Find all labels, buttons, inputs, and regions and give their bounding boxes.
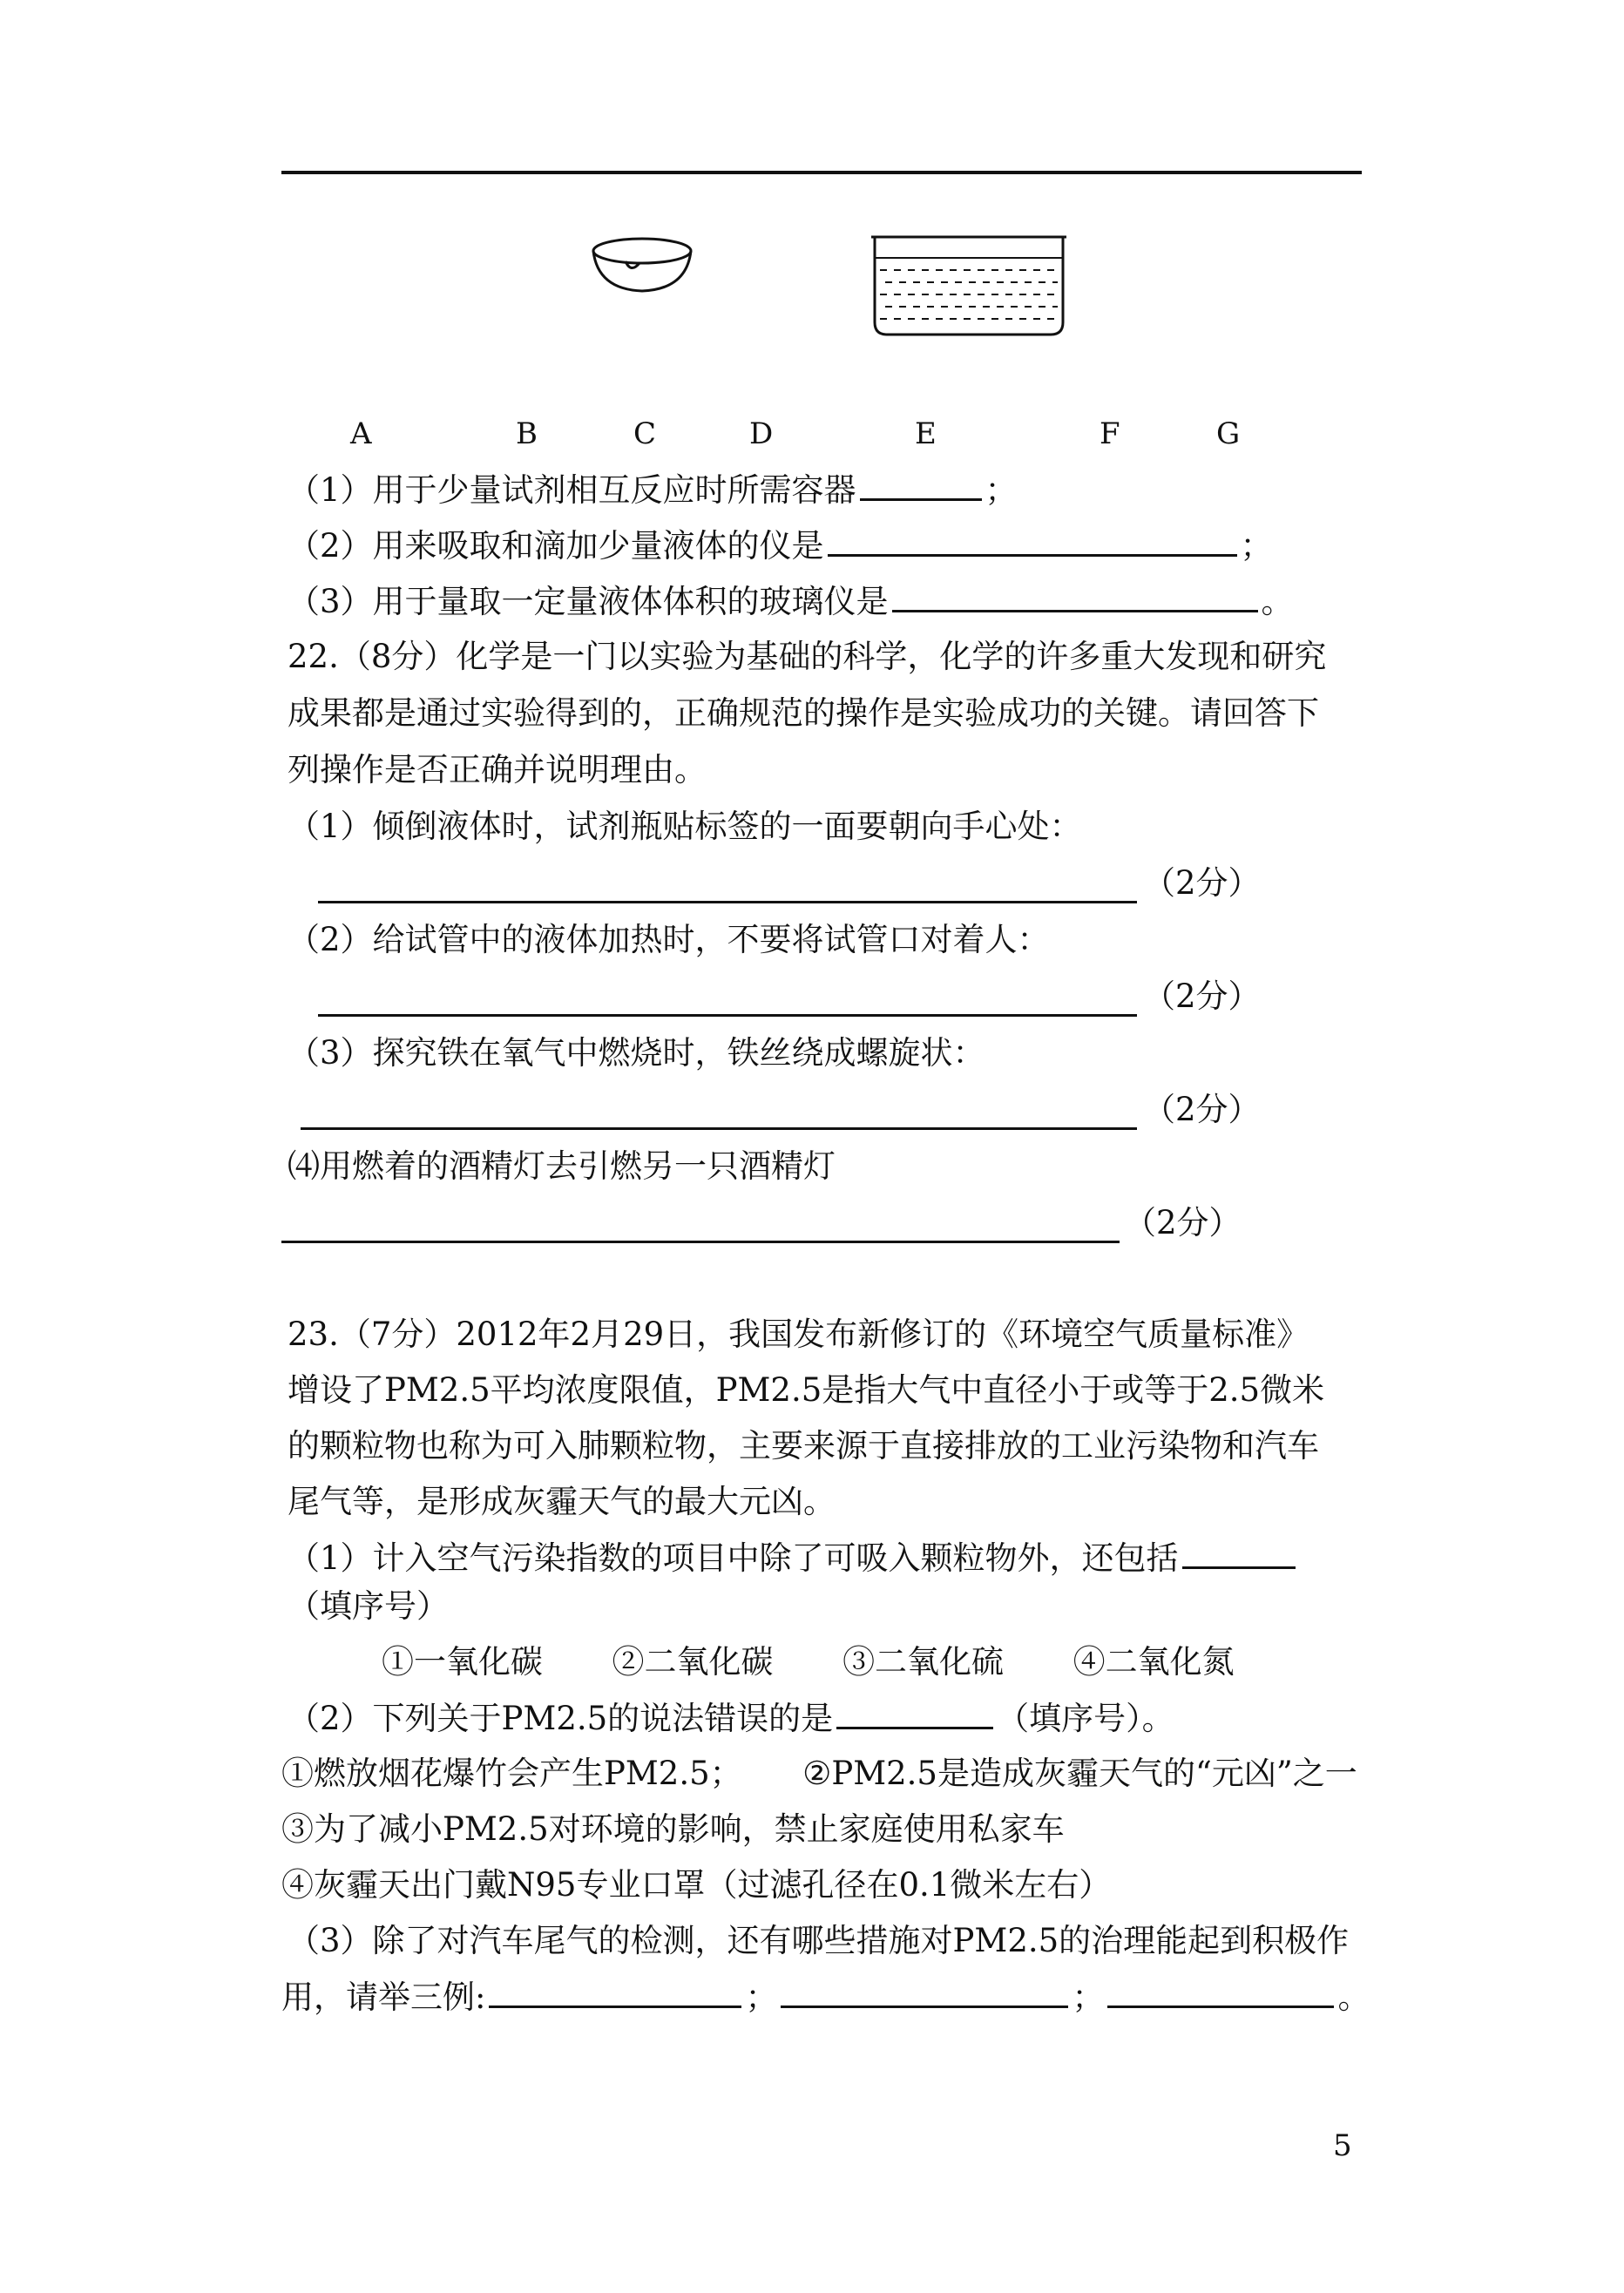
q21-item-2-text: （2）用来吸取和滴加少量液体的仪是: [288, 527, 824, 565]
q22-score-1: （2分）: [1143, 864, 1261, 902]
q22-item-2: （2）给试管中的液体加热时，不要将试管口对着人：: [288, 921, 1050, 958]
q23-item-2: [288, 1697, 1174, 1740]
q23-item-1-text: （1）计入空气污染指数的项目中除了可吸入颗粒物外，还包括: [288, 1539, 1179, 1577]
q21-answer-blank-2[interactable]: [828, 524, 1237, 557]
q22-intro-line-3: 列操作是否正确并说明理由。: [288, 751, 707, 788]
q22-score-3: （2分）: [1143, 1091, 1261, 1128]
q23-answer-blank-3a[interactable]: [489, 1976, 741, 2008]
q23-intro-line-3: 的颗粒物也称为可入肺颗粒物，主要来源于直接排放的工业污染物和汽车: [288, 1427, 1319, 1464]
figure-label-g: G: [1216, 416, 1241, 451]
q23-item-3-line-2: [281, 1976, 1370, 2019]
q23-intro-line-4: 尾气等，是形成灰霾天气的最大元凶。: [288, 1483, 836, 1520]
q22-score-4: （2分）: [1124, 1204, 1242, 1241]
q23-statement-2: ②PM2.5是造成灰霾天气的“元凶”之一: [802, 1755, 1357, 1792]
q21-item-2-end: ；: [1240, 527, 1273, 565]
q23-intro-line-2: 增设了PM2.5平均浓度限值，PM2.5是指大气中直径小于或等于2.5微米: [288, 1371, 1325, 1409]
figure-label-a: A: [350, 416, 372, 451]
q21-item-2: [288, 524, 1273, 567]
q21-item-1: [288, 469, 1018, 511]
q23-intro-line-1: 23.（7分）2012年2月29日，我国发布新修订的《环境空气质量标准》: [288, 1316, 1309, 1353]
q21-answer-blank-1[interactable]: [860, 469, 982, 501]
figure-label-f: F: [1100, 416, 1120, 451]
q23-item-2-text: （2）下列关于PM2.5的说法错误的是: [288, 1700, 834, 1737]
q21-item-3-end: 。: [1261, 583, 1294, 620]
q23-statement-1: ①燃放烟花爆竹会产生PM2.5；: [281, 1755, 742, 1792]
q22-item-4: ⑷用燃着的酒精灯去引燃另一只酒精灯: [288, 1147, 836, 1185]
q23-item-3-prompt: 用，请举三例:: [281, 1978, 486, 2016]
q22-item-3: （3）探究铁在氧气中燃烧时，铁丝绕成螺旋状：: [288, 1034, 985, 1072]
figure-label-d: D: [749, 416, 774, 451]
header-rule: [281, 171, 1362, 174]
q22-answer-line-4[interactable]: [281, 1241, 1120, 1243]
q22-score-2: （2分）: [1143, 977, 1261, 1015]
q23-option-3: ③二氧化硫: [842, 1643, 1005, 1681]
q22-answer-line-3[interactable]: [301, 1127, 1137, 1130]
page-number: 5: [1333, 2128, 1352, 2163]
q23-end-mark: 。: [1337, 1978, 1370, 2016]
q23-option-1: ①一氧化碳: [382, 1643, 543, 1681]
q23-answer-blank-2[interactable]: [836, 1697, 993, 1729]
q23-item-1-note: （填序号）: [288, 1587, 449, 1625]
q23-answer-blank-1[interactable]: [1182, 1537, 1296, 1569]
q22-intro-line-2: 成果都是通过实验得到的，正确规范的操作是实验成功的关键。请回答下: [288, 694, 1319, 732]
q23-statement-4: ④灰霾天出门戴N95专业口罩（过滤孔径在0.1微米左右）: [281, 1866, 1112, 1904]
evaporating-dish-icon: [585, 233, 699, 303]
figure-label-c: C: [633, 416, 657, 451]
q22-intro-line-1: 22.（8分）化学是一门以实验为基础的科学，化学的许多重大发现和研究: [288, 638, 1327, 675]
q22-answer-line-2[interactable]: [318, 1014, 1137, 1017]
q23-options: [382, 1641, 1235, 1683]
water-trough-icon: [868, 232, 1070, 343]
q23-separator-1: ；: [745, 1978, 778, 2016]
q23-answer-blank-3c[interactable]: [1107, 1976, 1334, 2008]
q23-option-4: ④二氧化氮: [1073, 1643, 1235, 1681]
q21-item-1-end: ；: [985, 471, 1018, 509]
q23-statement-3: ③为了减小PM2.5对环境的影响，禁止家庭使用私家车: [281, 1810, 1065, 1848]
q22-answer-line-1[interactable]: [318, 901, 1137, 903]
q23-item-1: [288, 1537, 1299, 1579]
q21-answer-blank-3[interactable]: [892, 580, 1258, 612]
q21-item-3-text: （3）用于量取一定量液体体积的玻璃仪是: [288, 583, 889, 620]
figure-label-b: B: [516, 416, 538, 451]
q21-item-3: [288, 580, 1294, 623]
q23-option-2: ②二氧化碳: [612, 1643, 774, 1681]
q23-item-2-end: （填序号）。: [997, 1700, 1174, 1737]
q23-statement-row-1: [281, 1753, 1357, 1795]
q23-separator-2: ；: [1072, 1978, 1105, 2016]
q21-item-1-text: （1）用于少量试剂相互反应时所需容器: [288, 471, 856, 509]
q23-item-3-line-1: （3）除了对汽车尾气的检测，还有哪些措施对PM2.5的治理能起到积极作: [288, 1922, 1350, 1959]
q22-item-1: （1）倾倒液体时，试剂瓶贴标签的一面要朝向手心处：: [288, 808, 1082, 845]
figure-label-e: E: [915, 416, 937, 451]
q23-answer-blank-3b[interactable]: [781, 1976, 1068, 2008]
